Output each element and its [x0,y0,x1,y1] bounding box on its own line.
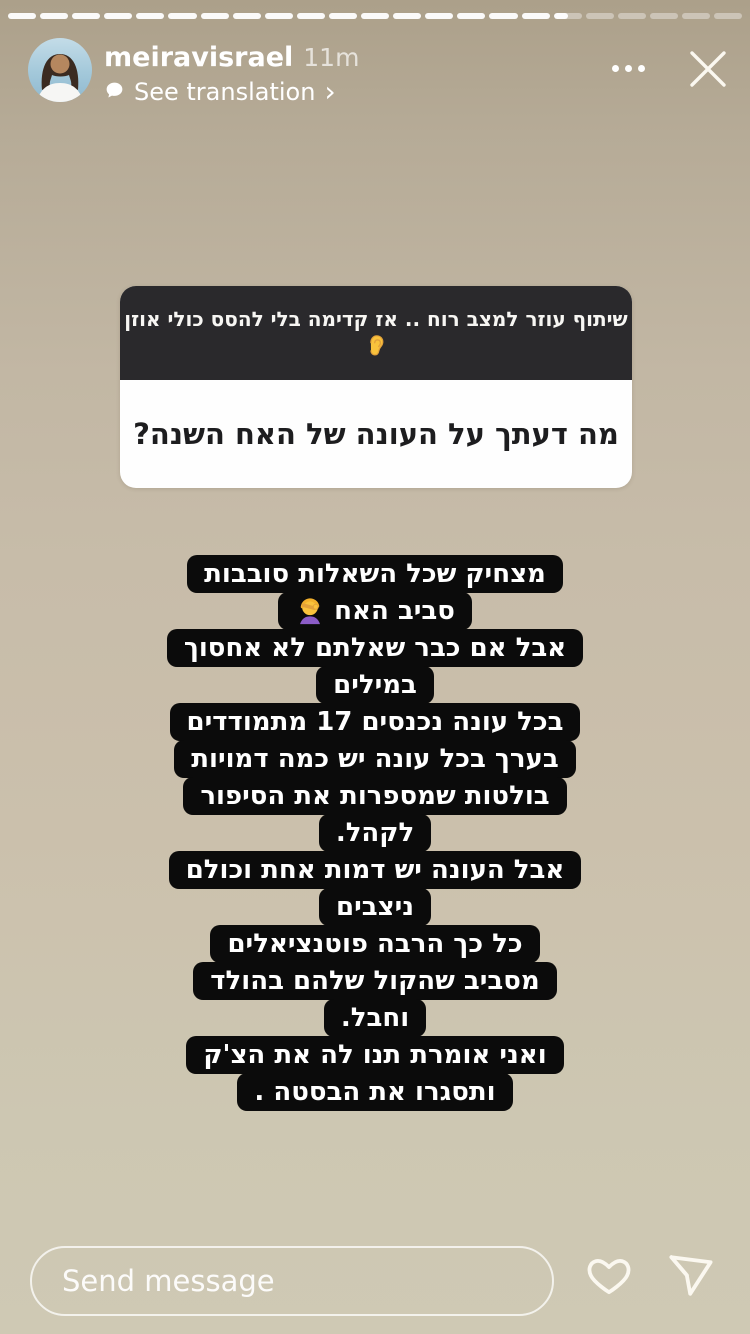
answer-text-line: במילים [316,666,434,704]
message-input[interactable] [30,1246,554,1316]
progress-segment [682,13,710,19]
question-sticker-header [120,286,632,380]
progress-segment [104,13,132,19]
progress-segment [201,13,229,19]
more-options-button[interactable] [596,48,660,88]
question-sticker[interactable] [120,286,632,488]
answer-text-block [0,556,750,1111]
answer-text-line: בערך בכל עונה יש כמה דמויות [174,740,575,778]
answer-text-line: אבל העונה יש דמות אחת וכולם [169,851,582,889]
username[interactable]: meiravisrael [104,42,294,73]
answer-text-line: וחבל. [324,999,426,1037]
progress-segment [329,13,357,19]
ellipsis-icon [612,65,619,72]
progress-segment [618,13,646,19]
progress-segment [168,13,196,19]
chevron-right-icon: › [324,75,336,108]
close-button[interactable] [680,42,736,96]
question-prompt-text: שיתוף עוזר למצב רוח .. אז קדימה בלי להסס כולי אוזן [124,306,628,331]
progress-segment [393,13,421,19]
answer-text-line: מצחיק שכל השאלות סובבות [187,555,563,593]
see-translation-label: See translation [134,78,316,106]
paper-plane-icon [666,1251,716,1299]
question-sticker-body [120,380,632,488]
progress-segment [650,13,678,19]
progress-segment [586,13,614,19]
answer-text-line: ותסגרו את הבסטה . [237,1073,512,1111]
progress-segment [233,13,261,19]
story-progress-bar [8,13,742,19]
facepalm-emoji-icon [295,596,325,626]
story-timestamp: 11m [303,43,360,72]
close-icon [688,49,728,89]
question-text: מה דעתך על העונה של האח השנה? [133,417,619,451]
avatar[interactable] [28,38,92,102]
answer-text-line: ניצבים [319,888,431,926]
ear-emoji [363,333,390,361]
profile-photo [28,38,92,102]
share-button[interactable] [662,1248,720,1302]
answer-text-line: בכל עונה נכנסים 17 מתמודדים [170,703,581,741]
progress-segment [522,13,550,19]
progress-segment [714,13,742,19]
progress-segment [297,13,325,19]
progress-segment [40,13,68,19]
progress-segment [8,13,36,19]
heart-outline-icon [585,1251,633,1299]
progress-segment [457,13,485,19]
see-translation[interactable] [104,75,359,108]
like-button[interactable] [582,1248,636,1302]
progress-segment [72,13,100,19]
answer-text-line: אבל אם כבר שאלתם לא אחסוך [167,629,583,667]
progress-segment [265,13,293,19]
speech-bubble-icon [104,80,125,105]
progress-segment [554,13,582,19]
answer-text-line: כל כך הרבה פוטנציאלים [210,925,539,963]
answer-text-line: מסביב שהקול שלהם בהולד [193,962,556,1000]
ear-emoji-icon [363,333,390,360]
answer-text-line: ואני אומרת תנו לה את הצ'ק [186,1036,563,1074]
progress-segment [425,13,453,19]
progress-segment [361,13,389,19]
answer-text-line: סביב האח [278,592,472,630]
progress-segment [489,13,517,19]
answer-text-line: בולטות שמספרות את הסיפור [183,777,566,815]
progress-segment [136,13,164,19]
header-user-info [104,42,359,106]
answer-text-line: לקהל. [319,814,431,852]
